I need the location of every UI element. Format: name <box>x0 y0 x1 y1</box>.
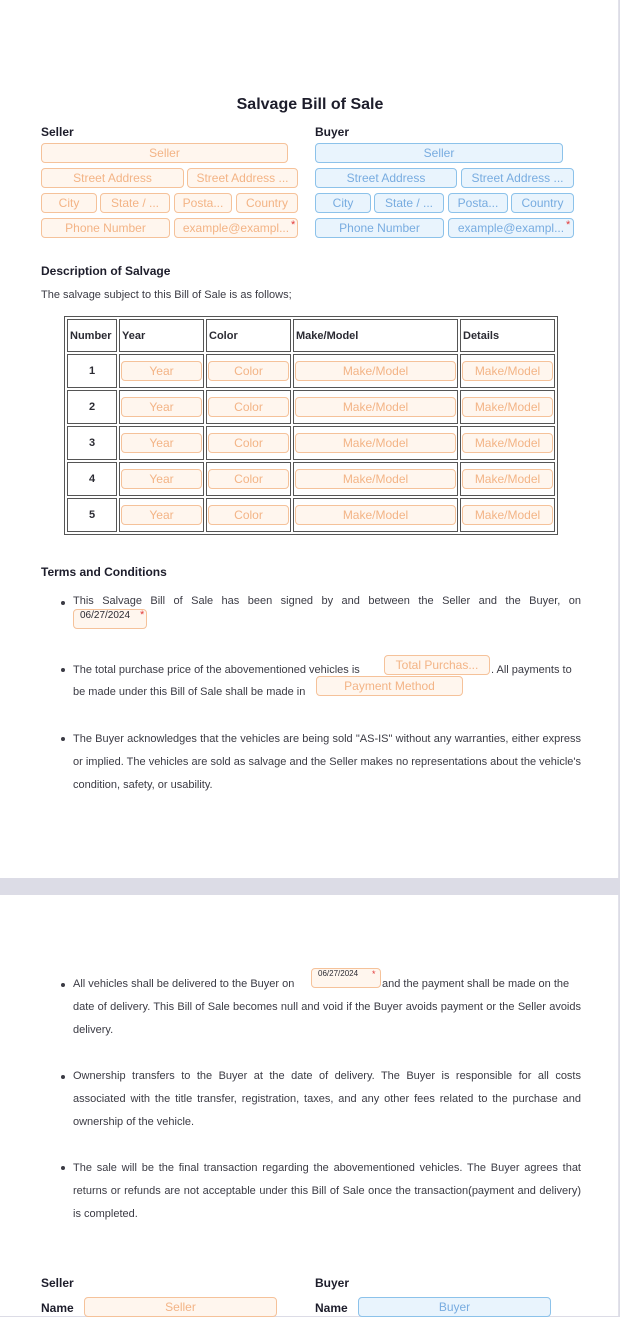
seller-state-field[interactable]: State / ... <box>100 193 170 213</box>
buyer-state-field[interactable]: State / ... <box>374 193 444 213</box>
color-field[interactable]: Color <box>208 469 289 489</box>
row-number: 1 <box>67 354 117 388</box>
seller-street-address-field[interactable]: Street Address <box>41 168 184 188</box>
buyer-email-field[interactable]: example@exampl... <box>448 218 574 238</box>
color-field[interactable]: Color <box>208 505 289 525</box>
signature-seller-label: Seller <box>41 1276 74 1290</box>
make-model-field[interactable]: Make/Model <box>295 433 456 453</box>
bullet-icon <box>61 668 65 672</box>
year-field[interactable]: Year <box>121 469 202 489</box>
make-model-field[interactable]: Make/Model <box>295 469 456 489</box>
buyer-name-field[interactable]: Seller <box>315 143 563 163</box>
buyer-street-address-field[interactable]: Street Address <box>315 168 457 188</box>
seller-signature-name-field[interactable]: Seller <box>84 1297 277 1317</box>
buyer-city-field[interactable]: City <box>315 193 371 213</box>
term-4-text-b: and the payment shall be made on the <box>382 978 570 990</box>
details-field[interactable]: Make/Model <box>462 433 553 453</box>
term-1-text: This Salvage Bill of Sale has been signed by and between the Seller and the Buyer, on <box>73 595 581 607</box>
color-field[interactable]: Color <box>208 361 289 381</box>
term-1-date-required-mark: * <box>140 609 145 621</box>
description-heading: Description of Salvage <box>41 264 171 278</box>
buyer-country-field[interactable]: Country <box>511 193 574 213</box>
seller-phone-field[interactable]: Phone Number <box>41 218 170 238</box>
buyer-phone-field[interactable]: Phone Number <box>315 218 444 238</box>
seller-country-field[interactable]: Country <box>236 193 298 213</box>
term-5-text: Ownership transfers to the Buyer at the date of delivery. The Buyer is responsible for all costs associated with the title transfer, registration, taxes, and any other fees related to the purchase and ownership of the vehicle. <box>73 1070 581 1128</box>
table-row <box>67 462 555 496</box>
signature-buyer-label: Buyer <box>315 1276 350 1290</box>
term-4-date-required-mark: * <box>372 969 376 979</box>
year-field[interactable]: Year <box>121 433 202 453</box>
description-intro: The salvage subject to this Bill of Sale is as follows; <box>41 289 292 301</box>
term-2-text-a: The total purchase price of the abovementioned vehicles is <box>73 664 360 676</box>
term-4-date-field[interactable]: 06/27/2024 <box>311 968 381 988</box>
buyer-name-label: Name <box>315 1301 348 1315</box>
make-model-field[interactable]: Make/Model <box>295 361 456 381</box>
table-header-number: Number <box>67 319 117 352</box>
details-field[interactable]: Make/Model <box>462 397 553 417</box>
year-field[interactable]: Year <box>121 361 202 381</box>
table-row <box>67 390 555 424</box>
buyer-email-required-mark: * <box>566 219 571 231</box>
year-field[interactable]: Year <box>121 397 202 417</box>
details-field[interactable]: Make/Model <box>462 469 553 489</box>
row-number: 2 <box>67 390 117 424</box>
details-field[interactable]: Make/Model <box>462 361 553 381</box>
bullet-icon <box>61 1075 65 1079</box>
year-field[interactable]: Year <box>121 505 202 525</box>
table-row <box>67 498 555 532</box>
seller-email-field[interactable]: example@exampl... <box>174 218 298 238</box>
bullet-icon <box>61 737 65 741</box>
bullet-icon <box>61 601 65 605</box>
document-title: Salvage Bill of Sale <box>236 96 384 113</box>
bullet-icon <box>61 983 65 987</box>
table-header-year: Year <box>119 319 204 352</box>
salvage-table <box>64 316 558 535</box>
total-purchase-price-field[interactable]: Total Purchas... <box>384 655 490 675</box>
row-number: 4 <box>67 462 117 496</box>
buyer-street-address-line2-field[interactable]: Street Address ... <box>461 168 574 188</box>
table-header-make-model: Make/Model <box>293 319 458 352</box>
term-4-text-a: All vehicles shall be delivered to the Buyer on <box>73 978 295 990</box>
payment-method-field[interactable]: Payment Method <box>316 676 463 696</box>
seller-street-address-line2-field[interactable]: Street Address ... <box>187 168 298 188</box>
term-3-text: The Buyer acknowledges that the vehicles are being sold "AS-IS" without any warranties, either express or implied. The vehicles are sold as salvage and the Seller makes no representations about the vehicle's condition, safety, or usability. <box>73 733 581 791</box>
table-row <box>67 354 555 388</box>
seller-label: Seller <box>41 125 74 139</box>
term-2-text-c: be made under this Bill of Sale shall be made in <box>73 686 306 698</box>
seller-email-required-mark: * <box>291 219 296 231</box>
term-4-text-c: date of delivery. This Bill of Sale becomes null and void if the Buyer avoids payment or the Seller avoids delivery. <box>73 1001 581 1036</box>
make-model-field[interactable]: Make/Model <box>295 397 456 417</box>
terms-heading: Terms and Conditions <box>41 565 167 579</box>
buyer-label: Buyer <box>315 125 350 139</box>
details-field[interactable]: Make/Model <box>462 505 553 525</box>
seller-name-label: Name <box>41 1301 74 1315</box>
buyer-postal-field[interactable]: Posta... <box>448 193 508 213</box>
seller-city-field[interactable]: City <box>41 193 97 213</box>
table-row <box>67 426 555 460</box>
row-number: 3 <box>67 426 117 460</box>
term-2-text-b: . All payments to <box>491 664 572 676</box>
seller-postal-field[interactable]: Posta... <box>174 193 232 213</box>
seller-name-field[interactable]: Seller <box>41 143 288 163</box>
color-field[interactable]: Color <box>208 433 289 453</box>
term-6-text: The sale will be the final transaction regarding the abovementioned vehicles. The Buyer agrees that returns or refunds are not acceptable under this Bill of Sale once the transaction(payment and delivery) is completed. <box>73 1162 581 1220</box>
color-field[interactable]: Color <box>208 397 289 417</box>
bullet-icon <box>61 1166 65 1170</box>
table-header-details: Details <box>460 319 555 352</box>
row-number: 5 <box>67 498 117 532</box>
buyer-signature-name-field[interactable]: Buyer <box>358 1297 551 1317</box>
term-1-date-field[interactable]: 06/27/2024 <box>73 609 147 629</box>
table-header-color: Color <box>206 319 291 352</box>
make-model-field[interactable]: Make/Model <box>295 505 456 525</box>
